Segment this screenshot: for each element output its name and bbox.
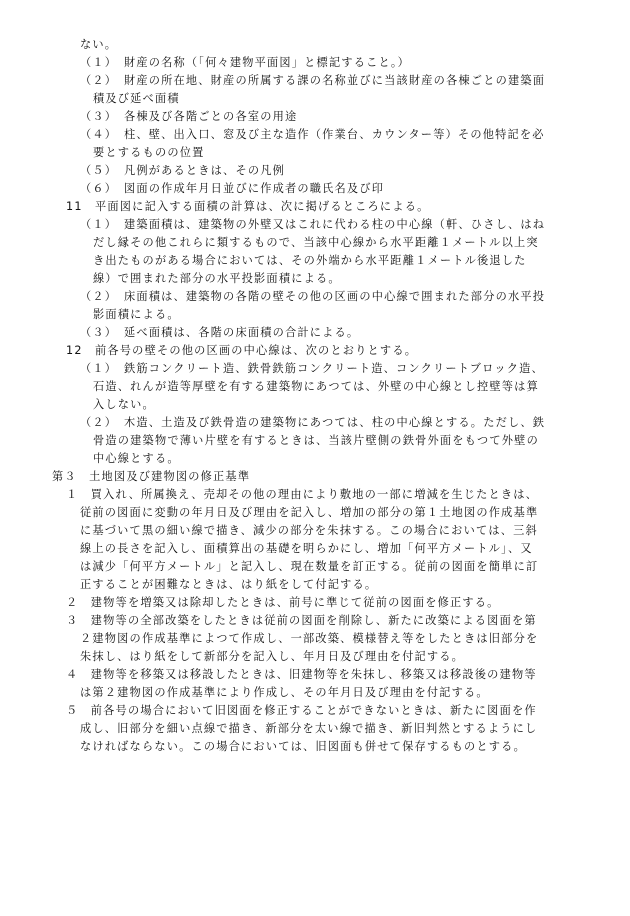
text-line: 要とするものの位置: [93, 146, 205, 159]
text-line: は減少「何平方メートル」と記入し、現在数量を訂正する。従前の図面を簡単に訂: [80, 560, 539, 573]
text-line: 石造、れんが造等厚壁を有する建築物にあつては、外壁の中心線とし控壁等は算: [93, 380, 539, 393]
text-line: 従前の図面に変動の年月日及び理由を記入し、増加の部分の第１土地図の作成基準: [80, 506, 539, 519]
text-line: 成し、旧部分を細い点線で描き、新部分を太い線で描き、新旧判然とするようにし: [80, 722, 538, 735]
text-line: （３） 延べ面積は、各階の床面積の合計による。: [80, 326, 360, 339]
text-line: ない。: [80, 38, 118, 51]
text-line: ３ 建物等の全部改築をしたときは従前の図面を削除し、新たに改築による図面を第: [66, 614, 537, 627]
text-line: 線上の長さを記入し、面積算出の基礎を明らかにし、増加「何平方メートル」、又: [80, 542, 533, 555]
text-line: （２） 床面積は、建築物の各階の壁その他の区画の中心線で囲まれた部分の水平投: [80, 290, 546, 303]
text-line: なければならない。この場合においては、旧図面も併せて保存するものとする。: [80, 740, 526, 753]
section-heading: 第３ 土地図及び建物図の修正基準: [52, 470, 251, 483]
text-line: ４ 建物等を移築又は移設したときは、旧建物等を朱抹し、移築又は移設後の建物等: [66, 668, 537, 681]
text-line: き出たものがある場合においては、その外端から水平距離１メートル後退した: [93, 254, 527, 267]
text-line: 骨造の建築物で薄い片壁を有するときは、当該片壁側の鉄骨外面をもつて外壁の: [93, 434, 539, 447]
text-line: 入しない。: [93, 398, 155, 411]
text-line: ２建物図の作成基準によつて作成し、一部改築、模様替え等をしたときは旧部分を: [80, 632, 539, 645]
text-line: 正することが困難なときは、はり紙をして付記する。: [80, 578, 378, 591]
text-line: １ 買入れ、所属換え、売却その他の理由により敷地の一部に増減を生じたときは、: [66, 488, 539, 501]
text-line: 積及び延べ面積: [93, 92, 180, 105]
text-line: （１） 鉄筋コンクリート造、鉄骨鉄筋コンクリート造、コンクリートブロック造、: [80, 362, 544, 375]
text-line: 線）で囲まれた部分の水平投影面積による。: [93, 272, 341, 285]
text-line: （６） 図面の作成年月日並びに作成者の職氏名及び印: [80, 182, 385, 195]
text-line: （１） 財産の名称（「何々建物平面図」と標記すること。）: [80, 56, 411, 69]
text-line: （５） 凡例があるときは、その凡例: [80, 164, 285, 177]
text-line: だし縁その他これらに類するもので、当該中心線から水平距離１メートル以上突: [93, 236, 539, 249]
text-line: （２） 木造、土造及び鉄骨造の建築物にあつては、柱の中心線とする。ただし、鉄: [80, 416, 546, 429]
text-line: ５ 前各号の場合において旧図面を修正することができないときは、新たに図面を作: [66, 704, 537, 717]
text-line: 11 平面図に記入する面積の計算は、次に掲げるところによる。: [66, 200, 430, 213]
text-line: （３） 各棟及び各階ごとの各室の用途: [80, 110, 298, 123]
text-line: 12 前各号の壁その他の区画の中心線は、次のとおりとする。: [66, 344, 418, 357]
text-line: ２ 建物等を増築又は除却したときは、前号に準じて従前の図面を修正する。: [66, 596, 500, 609]
text-line: （２） 財産の所在地、財産の所属する課の名称並びに当該財産の各棟ごとの建築面: [80, 74, 546, 87]
text-line: 朱抹し、はり紙をして新部分を記入し、年月日及び理由を付記する。: [80, 650, 465, 663]
text-line: （１） 建築面積は、建築物の外壁又はこれに代わる柱の中心線（軒、ひさし、はね: [80, 218, 546, 231]
text-line: に基づいて黒の細い線で描き、減少の部分を朱抹する。この場合においては、三斜: [80, 524, 538, 537]
text-line: 影面積による。: [93, 308, 180, 321]
text-line: は第２建物図の作成基準により作成し、その年月日及び理由を付記する。: [80, 686, 489, 699]
text-line: 中心線とする。: [93, 452, 180, 465]
text-line: （４） 柱、壁、出入口、窓及び主な造作（作業台、カウンター等）その他特記を必: [80, 128, 545, 141]
